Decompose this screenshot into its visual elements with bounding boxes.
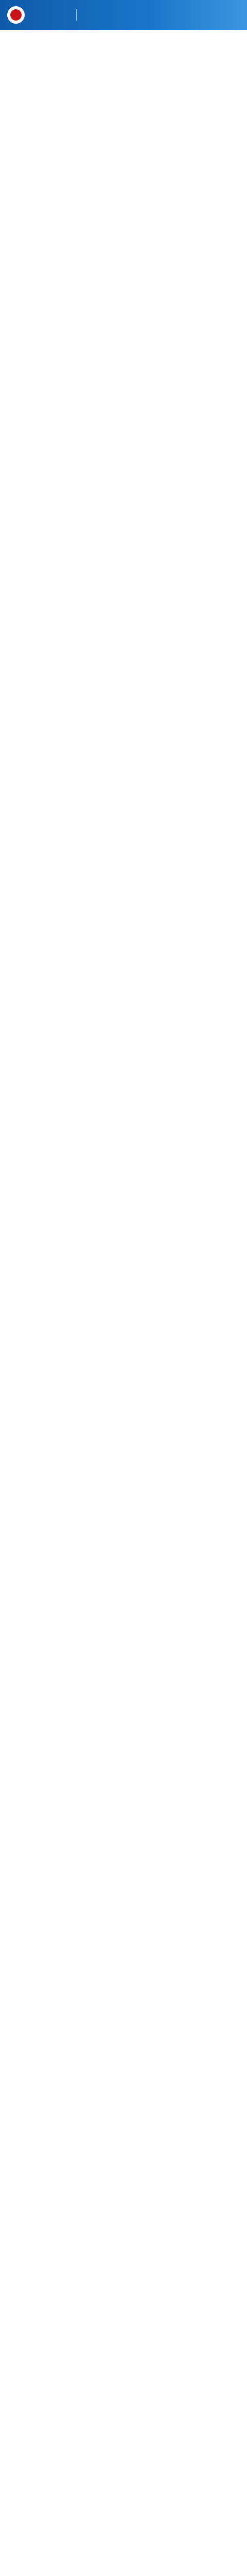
article-paragraph — [17, 106, 230, 122]
article-paragraph — [17, 246, 230, 262]
article-paragraph — [17, 316, 230, 332]
article-paragraph — [17, 211, 230, 227]
brand-tagline — [82, 11, 144, 19]
article-paragraph — [17, 281, 230, 297]
brand-name — [30, 10, 71, 20]
brand-logo-icon — [7, 6, 25, 24]
header-divider — [76, 9, 77, 21]
article-paragraph — [17, 54, 230, 69]
article-paragraph — [17, 194, 230, 209]
article-paragraph — [17, 229, 230, 244]
article-paragraph — [17, 89, 230, 104]
article-paragraph — [17, 36, 230, 52]
article-paragraph — [17, 264, 230, 279]
article-paragraph — [17, 369, 230, 384]
article-paragraph — [17, 124, 230, 139]
article-paragraph — [17, 71, 230, 87]
article-paragraph — [17, 159, 230, 174]
article-body — [0, 36, 247, 2576]
article-paragraph — [17, 141, 230, 157]
article-paragraph — [17, 176, 230, 192]
article-paragraph — [17, 334, 230, 349]
article-paragraph — [17, 351, 230, 367]
header-banner — [0, 0, 247, 30]
article-paragraph — [17, 299, 230, 314]
